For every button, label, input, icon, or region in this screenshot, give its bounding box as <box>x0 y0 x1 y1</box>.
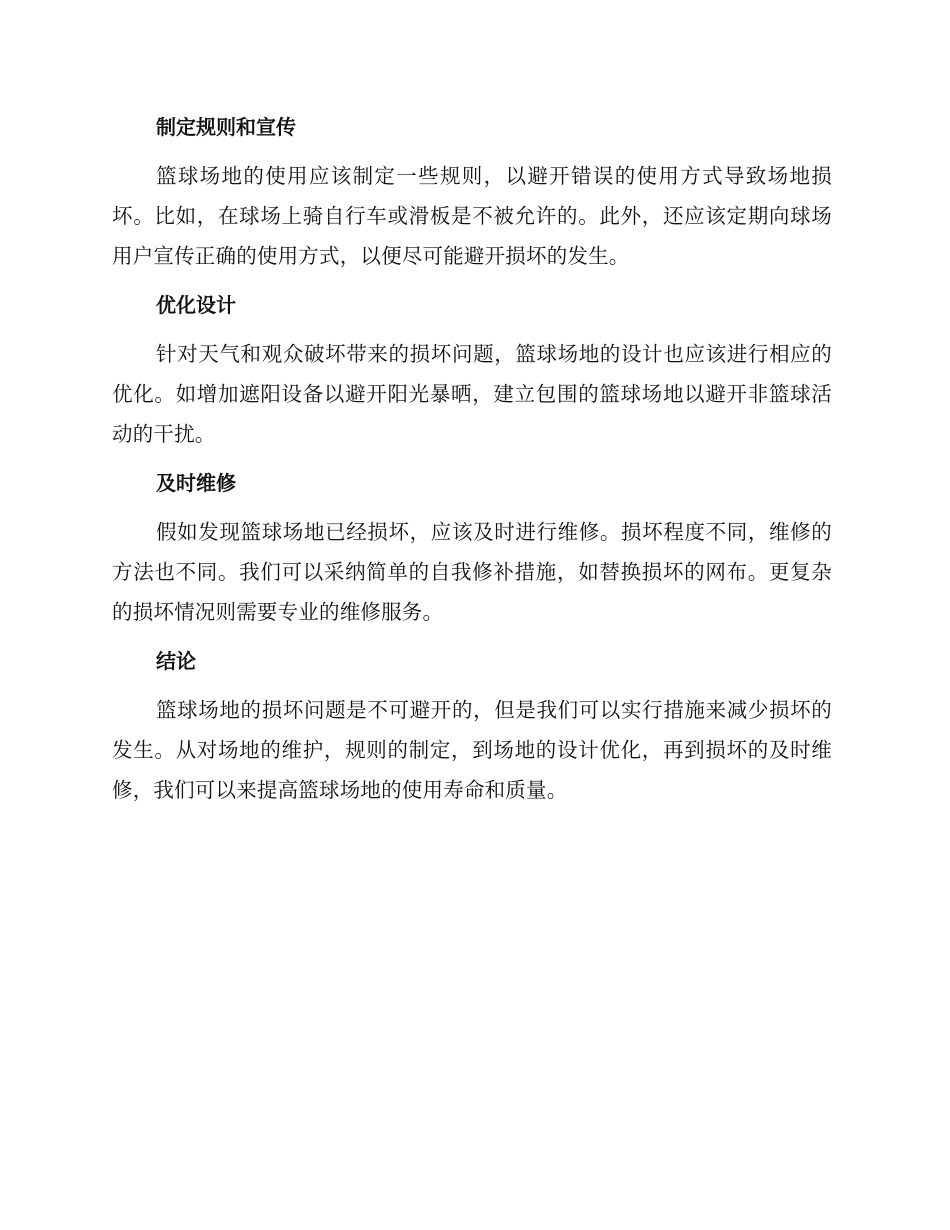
section-design <box>112 286 832 454</box>
section-paragraph: 篮球场地的使用应该制定一些规则，以避开错误的使用方式导致场地损坏。比如，在球场上骑自行车或滑板是不被允许的。此外，还应该定期向球场用户宣传正确的使用方式，以便尽可能避开损坏的发生。 <box>112 164 832 268</box>
document-page <box>112 108 832 820</box>
section-paragraph: 假如发现篮球场地已经损坏，应该及时进行维修。损坏程度不同，维修的方法也不同。我们可以采纳简单的自我修补措施，如替换损坏的网布。更复杂的损坏情况则需要专业的维修服务。 <box>112 520 832 624</box>
section-repair <box>112 464 832 632</box>
section-heading: 结论 <box>156 649 196 673</box>
section-heading: 制定规则和宣传 <box>156 115 296 139</box>
section-rules <box>112 108 832 276</box>
section-paragraph: 篮球场地的损坏问题是不可避开的，但是我们可以实行措施来减少损坏的发生。从对场地的维护，规则的制定，到场地的设计优化，再到损坏的及时维修，我们可以来提高篮球场地的使用寿命和质量。 <box>112 698 832 802</box>
section-heading: 及时维修 <box>156 471 236 495</box>
section-conclusion <box>112 642 832 810</box>
section-paragraph: 针对天气和观众破坏带来的损坏问题，篮球场地的设计也应该进行相应的优化。如增加遮阳设备以避开阳光暴晒，建立包围的篮球场地以避开非篮球活动的干扰。 <box>112 342 832 446</box>
section-heading: 优化设计 <box>156 293 236 317</box>
